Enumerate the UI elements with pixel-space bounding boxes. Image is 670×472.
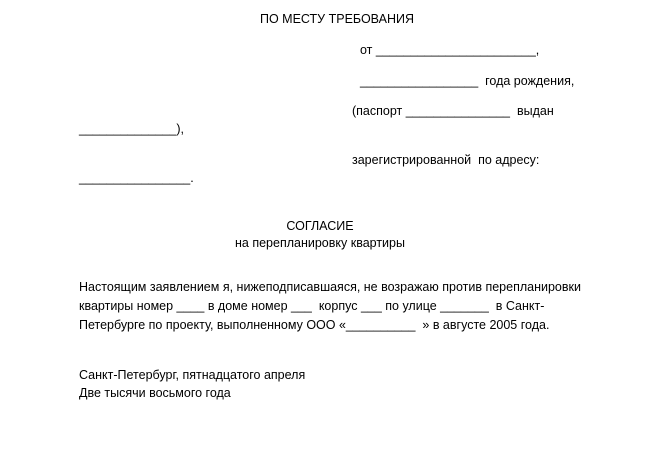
document-subtitle: на перепланировку квартиры [235, 236, 405, 250]
body-line-1: Настоящим заявлением я, нижеподписавшаяся, не возражаю против перепланировки [79, 280, 581, 294]
issued-by-line: ______________), [79, 122, 184, 136]
place-and-date: Санкт-Петербург, пятнадцатого апреля [79, 368, 306, 382]
addressee: ПО МЕСТУ ТРЕБОВАНИЯ [260, 12, 414, 26]
from-line: от _______________________, [360, 43, 540, 57]
document-title: СОГЛАСИЕ [286, 219, 354, 233]
birth-year-line: _________________ года рождения, [360, 74, 575, 88]
body-line-3: Петербурге по проекту, выполненному ООО «__________ » в августе 2005 года. [79, 318, 550, 332]
date-year: Две тысячи восьмого года [79, 386, 231, 400]
registered-address-label: зарегистрированной по адресу: [352, 153, 540, 167]
passport-line: (паспорт _______________ выдан [352, 104, 554, 118]
body-line-2: квартиры номер ____ в доме номер ___ корпус ___ по улице _______ в Санкт- [79, 299, 545, 313]
address-line: ________________. [79, 171, 194, 185]
